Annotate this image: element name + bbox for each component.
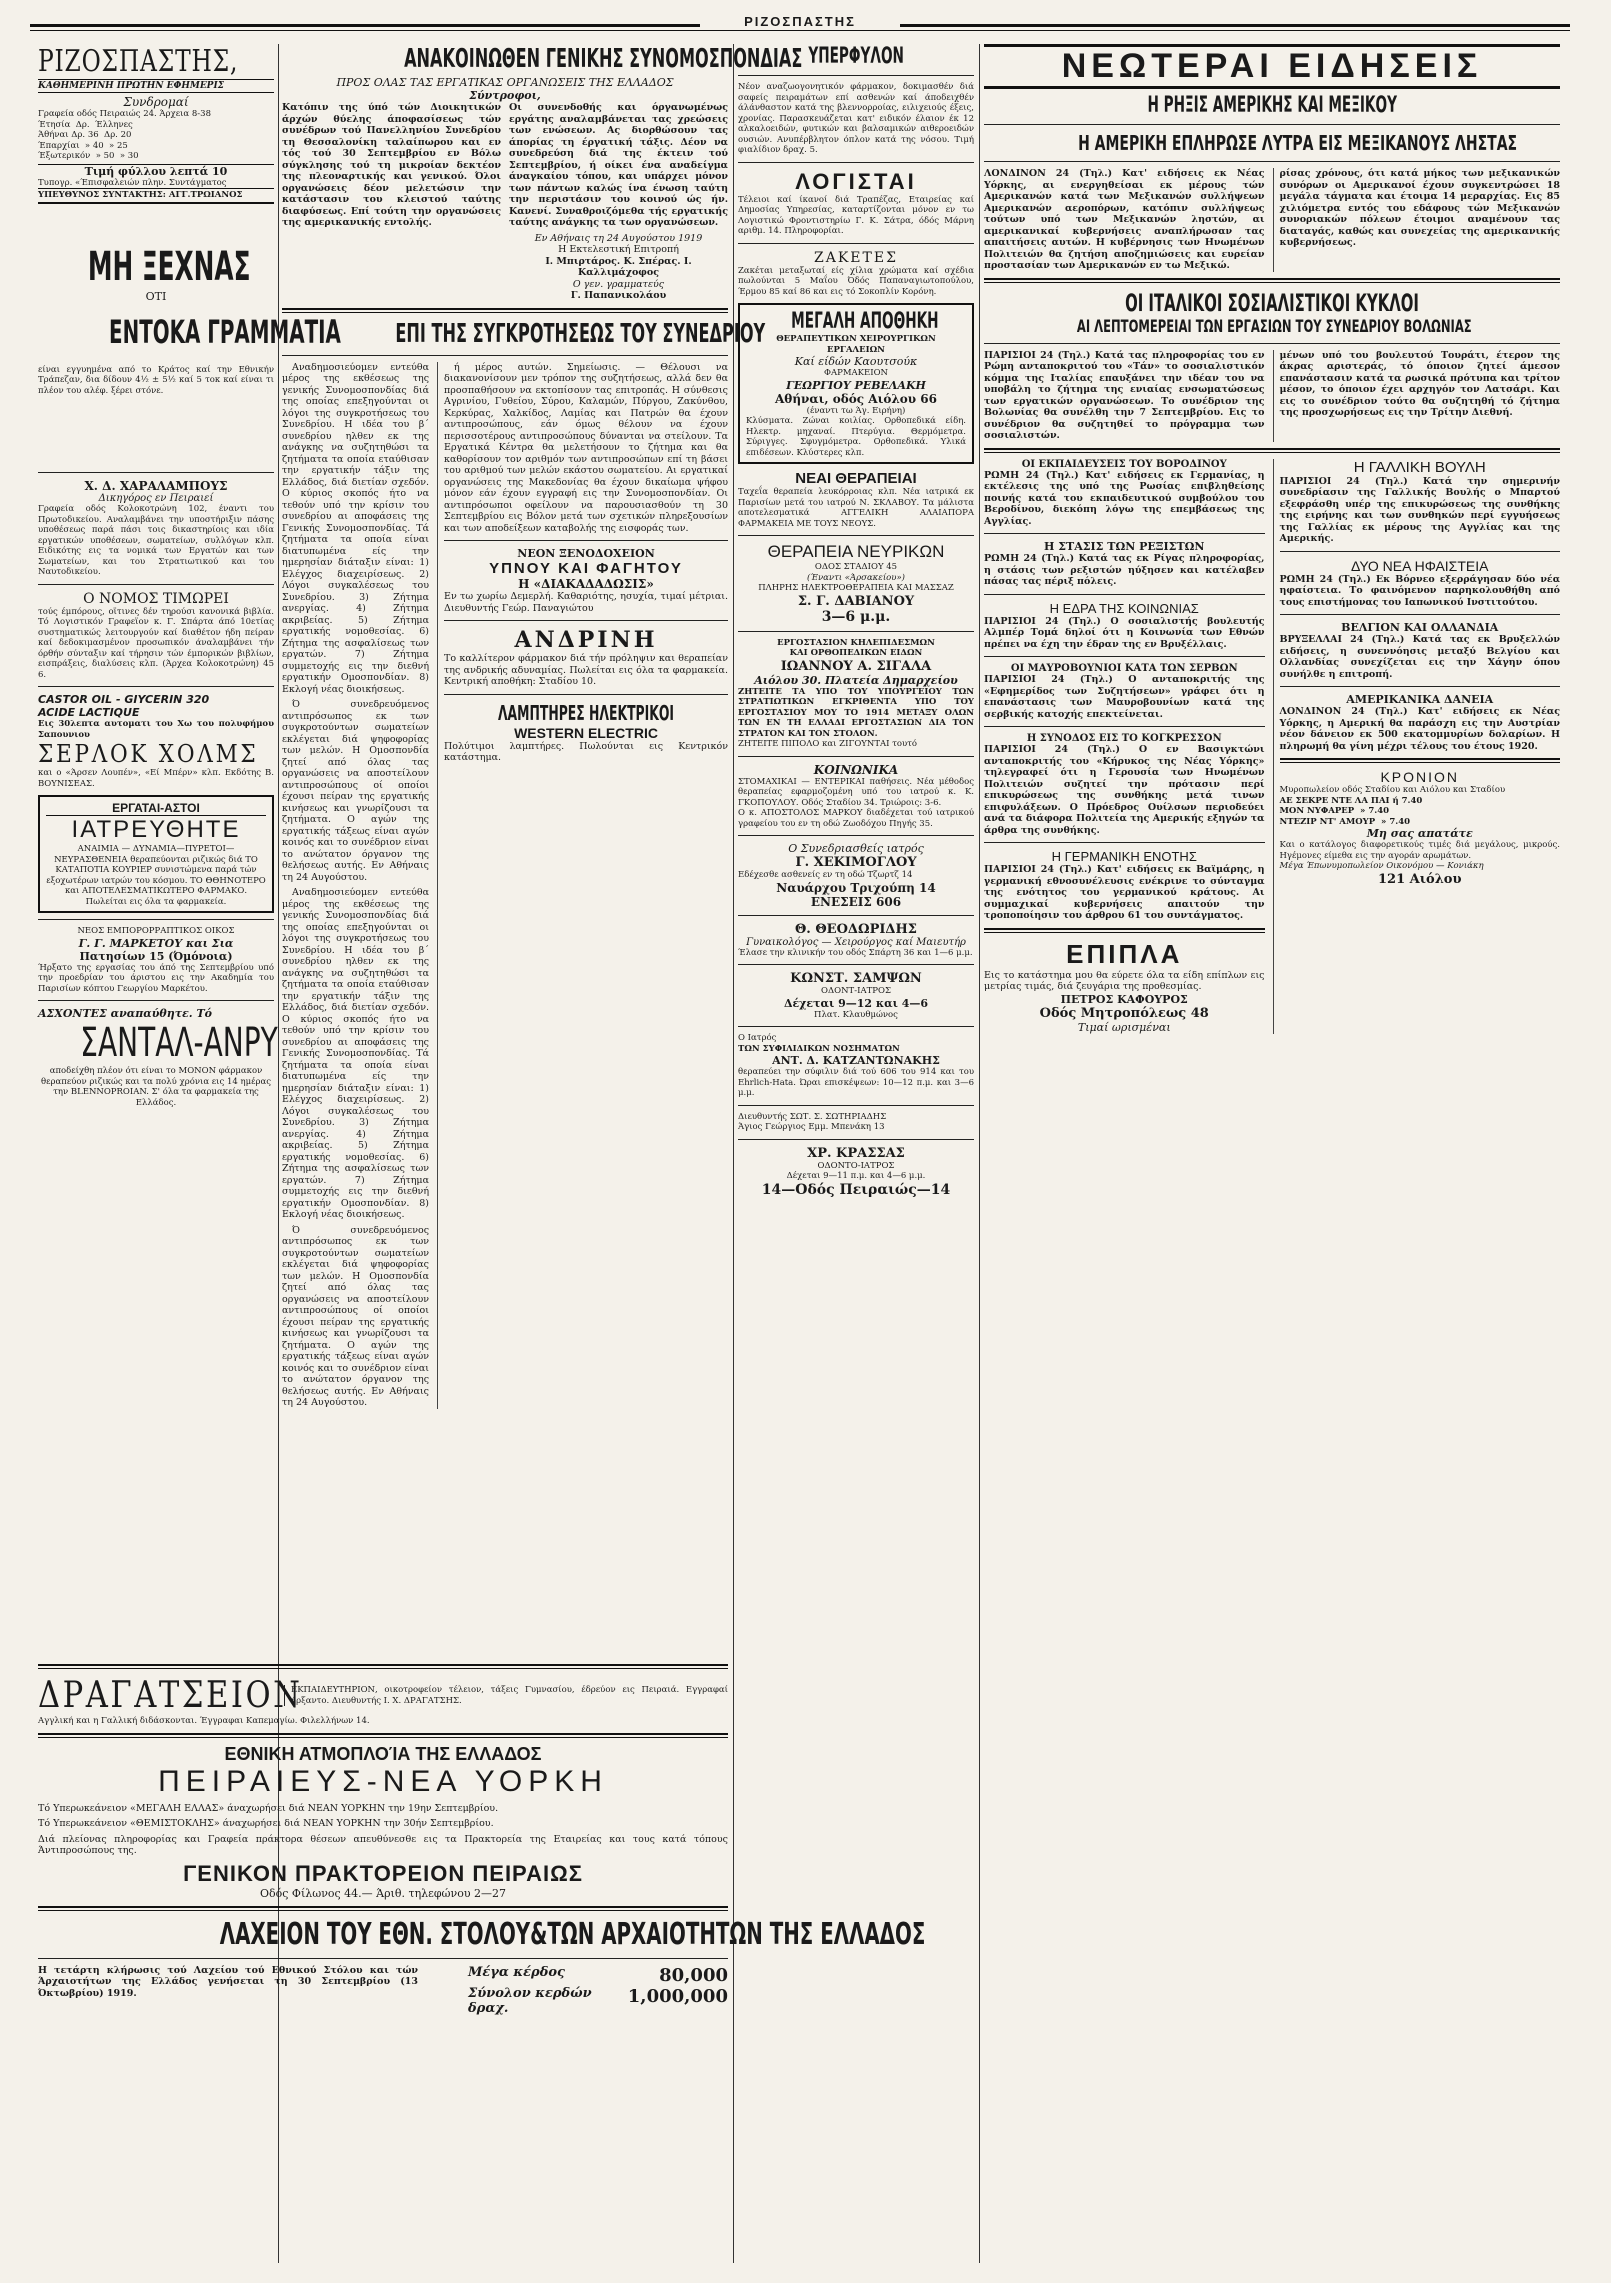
market-title: ΝΕΟΣ ΕΜΠΟΡΟΡΡΑΠΤΙΚΟΣ ΟΙΚΟΣ xyxy=(77,926,235,936)
voul-title: ΒΕΛΓΙΟΝ ΚΑΙ ΟΛΛΑΝΔΙΑ xyxy=(1341,621,1499,634)
krassas-title: ΧΡ. ΚΡΑΣΣΑΣ xyxy=(807,1145,905,1161)
italian-body: ΠΑΡΙΣΙΟΙ 24 (Τηλ.) Κατά τας πληροφορίας του εν Ρώμη ανταποκριτού του «Τάν» το σοσιαλιστικόν κόμμα της Ιταλίας επαυξάνει την ιδέαν του να υποβάλη το ζήτημα της ενιαίας ενσωματώσεως των εργατικών οργανώσεων. Το συνέδριον της Βολωνίας θα συνέλθη την 7 Σεπτεμβρίου. Εις το συνέδριον θα συζητηθεί το πρόγραμμα των σοσιαλιστών. xyxy=(984,349,1265,441)
logiste-body: Τέλειοι καί ίκανοί διά Τραπέζας, Εταιρείας καί Δημοσίας Υπηρεσίας, καταρτίζονται μόνον εν τω Λογιστικώ Φροντιστηρίω Γ. Κ. Σάτρα, όδός Μάρνη αριθμ. 14. Πληροφορίαι. xyxy=(738,194,974,236)
doc4-name: ΚΩΝΣΤ. ΣΑΜΨΩΝ xyxy=(790,971,922,986)
zaketes-title: ΖΑΚΕΤΕΣ xyxy=(814,249,898,266)
law-body: τούς έμπόρους, οϊτινες δέν τηρούσι κανονικά βιβλία. Τό Λογιστικόν Γραφεϊον κ. Γ. Σπάρτα άπό 10ετίας συστηματικώς λειτουργούν καί διαθέτον ήδη πείραν καί δεδοκιμασμένον προσωπικόν άναλαμβάνει τήν όρθήν σύνταξιν καί τήρησιν τών έμπορικών βιβλίων, εισπράξεις, διαλύσεις κλπ. (Άρχεα Κολοκοτρώνη) 45 6. xyxy=(38,606,274,680)
workers-ad xyxy=(38,795,274,913)
kronion-row: ΝΤΕΖΙΡ ΝΤ' ΑΜΟΥΡ » 7.40 xyxy=(1279,816,1411,827)
castor-body: Εις 30λεπτα αυτοματι του Χω του πολυφήμου Σαπουνιου xyxy=(38,719,274,740)
doc2-body: Εδέχεσθε ασθενείς εν τη οδώ Τζωρτζ 14 xyxy=(738,870,913,880)
mid1-body: ΡΩΜΗ 24 (Τηλ.) Κατ' ειδήσεις εκ Γερμανίας, η εκτέλεσις της υπό της Ρωσίας επιβληθείσης ποινής κατά του εκπαιδευτικού συμβούλου του Βεροδίνου, διεκόπη λόγω της επεμβάσεως της Αγγλίας. xyxy=(984,469,1265,527)
nerv-doctor: Σ. Γ. ΔΑΒΙΑΝΟΥ xyxy=(797,593,915,609)
doc3-title: Γυναικολόγος — Χειρούργος καί Μαιευτήρ xyxy=(746,936,966,948)
nav-agency-addr: Οδός Φίλωνος 44.— Άριθ. τηλεφώνου 2—27 xyxy=(260,1886,506,1900)
nav-body-3: Διά πλείονας πληροφορίας και Γραφεία πράκτορα θέσεων απευθύνεσθε εις τα Πρακτορεία της Εταιρείας και τους κατά τόπους Άντιπροσώπους της. xyxy=(38,1833,728,1856)
nav-body-1: Τό Υπερωκεάνειον «ΜΕΓΑΛΗ ΕΛΛΑΣ» άναχωρήσει διά ΝΕΑΝ ΥΟΡΚΗΝ την 19ην Σεπτεμβρίου. xyxy=(38,1802,499,1814)
epipla-tel: Τιμαί ωρισμέναι xyxy=(1077,1020,1171,1034)
serlok-title: ΣΕΡΛΟΚ ΧΟΛΜΣ xyxy=(38,740,259,768)
subs-row: Έξωτερικόν » 50 » 30 xyxy=(38,151,139,161)
kronion-row: ΜΟΝ ΝΥΦΑΡΕΡ » 7.40 xyxy=(1279,806,1390,816)
ergo-name: ΙΩΑΝΝΟΥ Α. ΣΙΓΑΛΑ xyxy=(780,658,932,674)
nerv-addr2: (Έναντι «Άρσακείου») xyxy=(807,572,905,583)
lamps-title: ΛΑΜΠΤΗΡΕΣ ΗΛΕΚΤΡΙΚΟΙ xyxy=(497,700,675,725)
doc4-title: ΟΔΟΝΤ-ΙΑΤΡΟΣ xyxy=(821,986,891,996)
mid1-title: ΟΙ ΕΚΠΑΙΔΕΥΣΕΙΣ ΤΟΥ ΒΟΡΟΔΙΝΟΥ xyxy=(1021,458,1227,470)
kronion-title: ΚΡΟΝΙΟΝ xyxy=(1380,769,1460,785)
santal-lead: ΑΣΧΟΝΤΕΣ αναπαύθητε. Τό xyxy=(38,1007,212,1020)
hyperfylon-title: ΥΠΕΡΦΥΛΟΝ xyxy=(808,44,904,69)
iatros-title: ΤΩΝ ΣΥΦΙΛΙΔΙΚΩΝ ΝΟΣΗΜΑΤΩΝ xyxy=(738,1043,900,1054)
head2-body: Αναδημοσιεύομεν εντεύθα μέρος της εκθέσεως της γενικής Συνομοσπονδίας διά της οποίας επεξηγούνται οι λόγοι της συγκροτήσεως του Συνεδρίου. Η ιδέα του β΄ συνεδρίου ηλθεν εκ της ανάγκης να συζητηθώσι τα ζητήματα τα οποία εταύθισαν την εργατικήν τάξιν της Ελλάδος, διά διετίαν σχεδόν. Ο κύριος σκοπός ήτο να τεθούν υπό την κρίσιν του συνεδρίου αι αποφάσεις της Γενικής Συνομοσπονδίας. Τά ζητήματα τα οποία είναι διατυπωμένα είς την ημερησίαν διάταξιν είναι: 1) Ελέγχος διαχειρίσεως. 2) Λόγοι συγκαλέσεως του Συνεδρίου. 3) Ζήτημα ανεργίας. 4) Ζήτημα ακριβείας. 5) Ζήτημα εργατικής νομοθεσίας. 6) Ζήτημα της ασφαλίσεως των εργατών. 7) Ζήτημα συμμετοχής εις την διεθνή εργατικήν Ομοσπονδίαν. 8) Εκλογή νέας διοικήσεως. xyxy=(282,361,430,695)
store-items: Κλύσματα. Ζώναι κοιλίας. Ορθοπεδικά είδη. Ηλεκτρ. μηχαναί. Πτερύγια. Θερμόμετρα. Σύριγγες. Σφυγμόμετρα. Ορθοπεδικά. Υλικά επιδέσεων. Κλύστερες κλπ. xyxy=(746,416,966,458)
ergo-title: ΕΡΓΟΣΤΑΣΙΟΝ ΚΗΛΕΠΙΔΕΣΜΩΝ xyxy=(777,637,935,648)
voul-body: ΒΡΥΞΕΛΛΑΙ 24 (Τηλ.) Κατά τας εκ Βρυξελλών ειδήσεις, η συνεννόησις μεταξύ Βελγίου και Ολλανδίας συνεχίζεται εις την Χάγην όπου συνήλθε η επιτροπή. xyxy=(1279,634,1560,680)
store-sub: ΘΕΡΑΠΕΥΤΙΚΩΝ ΧΕΙΡΟΥΡΓΙΚΩΝ ΕΡΓΑΛΕΙΩΝ xyxy=(776,334,936,355)
krassas-sub: ΟΔΟΝΤΟ-ΙΑΤΡΟΣ xyxy=(817,1160,895,1171)
epipla-title: ΕΠΙΠΛΑ xyxy=(1066,938,1183,969)
stasis-title: Η ΣΤΑΣΙΣ ΤΩΝ ΡΕΞΙΣΤΩΝ xyxy=(1044,540,1205,553)
head1-names: Ι. Μπιρτάρος. Κ. Σπέρας. Ι. Καλλιμάχοφος xyxy=(545,255,692,278)
italian-subtitle: ΑΙ ΛΕΠΤΟΜΕΡΕΙΑΙ ΤΩΝ ΕΡΓΑΣΙΩΝ ΤΟΥ ΣΥΝΕΔΡΙΟΥ ΒΟΛΩΝΙΑΣ xyxy=(1076,316,1472,337)
new-therapy-title: ΝΕΑΙ ΘΕΡΑΠΕΙΑΙ xyxy=(795,470,917,487)
santal-title: ΣΑΝΤΑΛ-ΑΝΡΥ xyxy=(80,1020,278,1066)
synodi-title: Η ΣΥΝΟΔΟΣ ΕΙΣ ΤΟ ΚΟΓΚΡΕΣΣΟΝ xyxy=(1026,733,1222,744)
andrini-body: Το καλλίτερον φάρμακον διά τήν πρόληψιν και θεραπείαν της ανδρικής αδυναμίας. Πωλείται εις όλα τα φαρμακεία. Κεντρική αποθήκη: Σταδίου 10. xyxy=(444,653,728,687)
ergo-title-2: ΚΑΙ ΟΡΘΟΠΕΔΙΚΩΝ ΕΙΔΩΝ xyxy=(789,648,923,658)
price-line: Τιμή φύλλου λεπτά 10 xyxy=(38,164,274,178)
column-3 xyxy=(738,44,974,2263)
ergo-footer: ΖΗΤΕΙΤΕ ΠΙΠΟΛΟ και ΖΙΓΟΥΝΤΑΙ τουτό xyxy=(738,739,918,749)
germ-title: Η ΓΕΡΜΑΝΙΚΗ ΕΝΟΤΗΣ xyxy=(1051,849,1197,864)
head1-committee: Η Εκτελεστική Επιτροπή xyxy=(558,244,679,255)
nerv-addr: ΟΔΟΣ ΣΤΑΔΙΟΥ 45 xyxy=(814,562,898,572)
ad-forget-body: είναι εγγυημένα από το Κράτος καί την Εθνικήν Τράπεζαν, δια δίδουν 4½ ± 5½ καί 5 τοκ καί είναι τι πλέον του αλέφ. ξέρει στόνε. xyxy=(38,364,274,396)
kronion-sign: Μέγα Έπωνυμοπωλείον Οικονόμου — Κονιάκη xyxy=(1279,861,1484,871)
lottery-body: Η τετάρτη κλήρωσις τού Λαχείου τού Εθνικού Στόλου και τών Άρχαιοτήτων της Ελλάδος γενήσεται τη 30 Σεπτεμβρίου (13 Όκτωβρίου) 1919. xyxy=(38,1964,418,1999)
dir-addr: Άγιος Γεώργιος Εμμ. Μπενάκη 13 xyxy=(738,1122,885,1132)
nav-body-2: Τό Υπερωκεάνειον «ΘΕΜΙΣΤΟΚΛΗΣ» άναχωρήσει διά ΝΕΑΝ ΥΟΡΚΗΝ την 30ήν Σεπτεμβρίου. xyxy=(38,1818,494,1829)
masthead-label: ΡΙΖΟΣΠΑΣΤΗΣ xyxy=(700,14,900,29)
dyo-body: ΡΩΜΗ 24 (Τηλ.) Εκ Βόρνεο εξερράγησαν δύο νέα ηφαίστεια. Το φαινόμενον παρηκολουθήθη από τους επιστήμονας του Ιαπωνικού Ινστιτούτου. xyxy=(1279,573,1560,608)
dragatsion-title: ΔΡΑΓΑΤΣΕΙΟΝ xyxy=(38,1675,303,1716)
gallia-body: ΠΑΡΙΣΙΟΙ 24 (Τηλ.) Κατά την σημερινήν συνεδρίασιν της Γαλλικής Βουλής ο Μπαρτού εξεφράσθη υπέρ της επικυρώσεως της συνθήκης της ειρήνης και των συνθηκών περί εγγυήσεως της Γαλλίας εκ μέρους της Αγγλίας και της Αμερικής. xyxy=(1279,475,1560,544)
ad-forget-title: ΜΗ ΞΕΧΝΑΣ xyxy=(87,243,251,290)
head1-body-a: Κατόπιν της ύπό τών Διοικητικών άρχών θύελης άποφασίσεως τών συνέδρων τού Πανελληνίου Συνεδρίου τη Θεσσαλονίκη ταλαίπωρου και εν τός τού 30 Σεπτεμβρίου εν Βόλω σύγκλησης τού τη μικροίαν δεκτέον της πλεοναρτικής και γενικού. Όλοι οργανώσεις δέον μελετώσιν την κατάστασιν του κλειστού ταύτης διαφύσεως. Επί τούτη την οργανώσεις της αμερικανικής εντολής. xyxy=(282,102,501,228)
castor-line-1: CASTOR OIL - GIYCERIN 320 xyxy=(38,693,210,706)
zaketes-body: Ζακέται μεταξωταί είς χίλια χρώματα καί σχέδια πωλούνται 5 Μαΐου Όδός Παπαναγιωτοπούλου, Έρμου 85 καί 86 και εις τό Σοκοπλίν Κορόνη. xyxy=(738,265,974,297)
maur-body: ΠΑΡΙΣΙΟΙ 24 (Τηλ.) Ο ανταποκριτής της «Εφημερίδος των Συζητήσεων» γράφει ότι η επανάστασις των Μαυροβουνίων κατά της σερβικής κατοχής επεκτείνεται. xyxy=(984,674,1265,720)
column-divider xyxy=(979,44,980,2263)
lawyer-body: Γραφεία οδός Κολοκοτρώνη 102, έναντι του Πρωτοδικείου. Αναλαμβάνει την υποστήριξιν πάσης υποθέσεως παρά πάσι τοις δικαστηρίοις και ιδία εργατικών υποθέσεων, σωματείων, συλλόγων κλπ. Ειδικότης εις τα νομικά των Εργατών και των Σωματείων, και του Στρατιωτικού και του Ναυτοδικείου. xyxy=(38,504,274,577)
santal-body: αποδείχθη πλέον ότι είναι το ΜΟΝΟΝ φάρμακον θεραπεύον ριζικώς και τα πολύ χρόνια εις 14 ημέρας την BLENNOPROIAN. Σ' όλα τα φαρμακεία της Ελλάδος. xyxy=(40,1066,271,1108)
nurse-sub: ΥΠΝΟΥ ΚΑΙ ΦΑΓΗΤΟΥ xyxy=(489,560,683,577)
dragatsion-side: ΕΚΠΑΙΔΕΥΤΗΡΙΟΝ, οικοτροφείον τέλειον, τάξεις Γυμνασίου, έδρεύον εις Πειραιά. Εγγραφαί ήρξαντο. Διευθυντής Ι. Χ. ΔΡΑΓΑΤΣΗΣ. xyxy=(284,1685,728,1706)
doc4-addr: Πλατ. Κλαυθμώνος xyxy=(814,1009,898,1020)
address-line: Γραφεία οδός Πειραιώς 24. Άρχεια 8-38 xyxy=(38,109,211,119)
lottery-prize-label: Μέγα κέρδος xyxy=(468,1964,565,1980)
head1-salute: Σύντροφοι, xyxy=(469,89,541,102)
store-owner-2: ΓΕΩΡΓΙΟΥ ΡΕΒΕΛΑΚΗ xyxy=(786,378,926,392)
dyo-title: ΔΥΟ ΝΕΑ ΗΦΑΙΣΤΕΙΑ xyxy=(1351,557,1489,574)
bottom-left-ads xyxy=(38,1658,926,2016)
law-title: Ο ΝΟΜΟΣ ΤΙΜΩΡΕΙ xyxy=(83,590,229,607)
head2-body: Αναδημοσιεύομεν εντεύθα μέρος της εκθέσεως της γενικής Συνομοσπονδίας διά της οποίας επεξηγούνται οι λόγοι της συγκροτήσεως του Συνεδρίου. Η ιδέα του β΄ συνεδρίου ηλθεν εκ της ανάγκης να συζητηθώσι τα ζητήματα τα οποία εταύθισαν την εργατικήν τάξιν της Ελλάδος, διά διετίαν σχεδόν. Ο κύριος σκοπός ήτο να τεθούν υπό την κρίσιν του συνεδρίου αι αποφάσεις της Γενικής Συνομοσπονδίας. Τά ζητήματα τα οποία είναι διατυπωμένα είς την ημερησίαν διάταξιν είναι: 1) Ελέγχος διαχειρίσεως. 2) Λόγοι συγκαλέσεως του Συνεδρίου. 3) Ζήτημα ανεργίας. 4) Ζήτημα ακριβείας. 5) Ζήτημα εργατικής νομοθεσίας. 6) Ζήτημα της ασφαλίσεως των εργατών. 7) Ζήτημα συμμετοχής εις την διεθνή εργατικήν Ομοσπονδίαν. 8) Εκλογή νέας διοικήσεως. xyxy=(282,887,430,1220)
store-owner-1: ΦΑΡΜΑΚΕΙΟΝ xyxy=(824,368,888,378)
kronion-body: Και ο κατάλογος διαφορετικούς τιμές διά μεγάλους, μικρούς. Ηγέμονες είμεθα εις την αγοράν αρωμάτων. xyxy=(1279,840,1560,861)
serlok-body: και ο «Άρσεν Λουπέν», «Εί Μπέρν» κλπ. Εκδότης Β. ΒΟΥΝΙΣΕΑΣ. xyxy=(38,768,274,789)
kronion-addr: 121 Αιόλου xyxy=(1377,871,1462,887)
store-addr: Αθήναι, οδός Αιόλου 66 xyxy=(775,391,937,406)
rixis-body: ΛΟΝΔΙΝΟΝ 24 (Τηλ.) Κατ' ειδήσεις εκ Νέας Υόρκης, αι ενεργηθείσαι εκ μέρους τών Αμερικανών κατά των Μεξικανών συλλήψεων Αμερικανών αεροπόρων, κατόπιν συλλήψεως τούτων υπό των Μεξικανών ληστών, αι αμερικανικαί κυβερνήσεις αναπλήρωσαν τας απαιτήσεις αυτών. Η κυβέρνησις των Ηνωμένων Πολιτειών θα ζητήση αποζημιώσεις και ευρείαν προστασίαν των Αμερικανών εν τω Μεξικώ. xyxy=(984,168,1265,271)
head1-subtitle: ΠΡΟΣ ΟΛΑΣ ΤΑΣ ΕΡΓΑΤΙΚΑΣ ΟΡΓΑΝΩΣΕΙΣ ΤΗΣ ΕΛΛΑΔΟΣ xyxy=(336,76,674,89)
doc2-addr: Ναυάρχου Τριχούπη 14 xyxy=(776,880,936,895)
logiste-title: ΛΟΓΙΣΤΑΙ xyxy=(795,168,917,194)
head1-secretary: Ο γεν. γραμματεύς xyxy=(572,278,665,290)
market-body: Ήρξατο της εργασίας του άπό της Σεπτεμβρίου υπό την προεδρίαν του άριστου εις την Ακαδημία του Παρισίων κόπτου Γεωργίου Μαρκέτου. xyxy=(38,962,274,994)
news-header: ΝΕΩΤΕΡΑΙ ΕΙΔΗΣΕΙΣ xyxy=(984,44,1560,89)
krassas-hours: Δέχεται 9—11 π.μ. και 4—6 μ.μ. xyxy=(786,1171,926,1181)
store-addr2: (έναντι τω Άγ. Ειρήνη) xyxy=(806,405,906,416)
column-4 xyxy=(984,44,1560,2263)
ergo-body: ΖΗΤΕΙΤΕ ΤΑ ΥΠΟ ΤΟΥ ΥΠΟΥΡΓΕΙΟΥ ΤΩΝ ΣΤΡΑΤΙΩΤΙΚΩΝ ΕΓΚΡΙΘΕΝΤΑ ΥΠΟ ΤΟΥ ΕΡΓΟΣΤΑΣΙΟΥ ΜΟΥ ΤΟ 1914 ΜΕΤΑΞΥ ΟΛΩΝ ΤΩΝ ΕΝ ΤΗ ΕΛΛΑΔΙ ΕΡΓΟΣΤΑΣΙΩΝ ΔΙΑ ΤΟΝ ΣΤΡΑΤΟΝ ΚΑΙ ΤΟΝ ΣΤΟΛΟΝ. xyxy=(738,686,974,739)
head1-secretary-name: Γ. Παπανικολάου xyxy=(570,290,667,301)
lawyer-name: Χ. Δ. ΧΑΡΑΛΑΜΠΟΥΣ xyxy=(84,479,228,493)
iatros-name: ΑΝΤ. Δ. ΚΑΤΖΑΝΤΩΝΑΚΗΣ xyxy=(772,1054,940,1067)
doc3-name: Θ. ΘΕΟΔΩΡΙΔΗΣ xyxy=(794,921,917,937)
head1-date: Εν Αθήναις τη 24 Αυγούστου 1919 xyxy=(534,232,703,244)
germ-body: ΠΑΡΙΣΙΟΙ 24 (Τηλ.) Κατ' ειδήσεις εκ Βαϊμάρης, η γερμανική εθνοσυνέλευσις ενέκρινε το σύνταγμα της ενότητος του γερμανικού κράτους. Αι συμμαχικαί κυβερνήσεις απαιτούν την τροποποίησιν του άρθρου 61 του συντάγματος. xyxy=(984,864,1265,921)
nerv-body: ΠΛΗΡΗΣ ΗΛΕΚΤΡΟΘΕΡΑΠΕΙΑ ΚΑΙ ΜΑΣΣΑΖ xyxy=(758,583,954,593)
subscriptions-title: Συνδρομαί xyxy=(123,95,189,109)
head2-title: ΕΠΙ ΤΗΣ ΣΥΓΚΡΟΤΗΣΕΩΣ ΤΟΥ ΣΥΝΕΔΡΙΟΥ xyxy=(395,318,766,349)
eda-title: Η ΕΔΡΑ ΤΗΣ ΚΟΙΝΩΝΙΑΣ xyxy=(1049,600,1199,616)
iatros-body: θεραπεύει την σύφιλιν διά τού 606 του 914 και του Ehrlich-Hata. Ώραι επισκέψεων: 10—12 π.μ. και 3—6 μ.μ. xyxy=(738,1067,974,1098)
printing-line: Τυπογρ. «Έπισφαλειών πλην. Συντάγματος xyxy=(38,177,227,188)
nerv-time: 3—6 μ.μ. xyxy=(821,608,891,625)
store-sub2: Καί είδών Καουτσούκ xyxy=(794,355,918,368)
paper-title: ΡΙΖΟΣΠΑΣΤΗΣ, xyxy=(38,44,239,79)
dragatsion-foot: Αγγλική και η Γαλλική διδάσκονται. Έγγραφαι Καπεμαγίω. Φιλελλήνων 14. xyxy=(38,1716,370,1726)
lamps-brand: WESTERN ELECTRIC xyxy=(514,724,658,741)
ad-forget-that: ΟΤΙ xyxy=(145,289,167,303)
doc1-body: Ο κ. ΑΠΟΣΤΟΛΟΣ ΜΑΡΚΟΥ διαδέχεται τού ιατρικού γραφείου του εν τη οδώ Ζωοδόχου Πηγής 35. xyxy=(738,808,974,829)
new-therapy-body: Ταχεΐα θεραπεία λευκόρροιας κλπ. Νέα ιατρικά εκ Παρισίων μετά του ιατρού Ν. ΣΚΛΑΒΟΥ. Τα μάλιστα αποτελεσματικά ΑΓΓΕΛΙΚΗ ΑΛΑΙΑΠΟΡΑ ΦΑΡΜΑΚΕΙΑ ΜΕ ΤΟΥΣ ΝΕΟΥΣ. xyxy=(738,487,974,529)
lottery-total: 1,000,000 xyxy=(627,1985,728,2007)
paper-subtitle: ΚΑΘΗΜΕΡΙΝΗ ΠΡΩΤΗΝ ΕΦΗΜΕΡΙΣ xyxy=(38,79,274,93)
iatros-lead: Ο Ιατρός xyxy=(738,1033,777,1043)
kronion-row: ΑΕ ΣΕΚΡΕ ΝΤΕ ΛΑ ΠΑΙ ή 7.40 xyxy=(1279,795,1423,806)
andrini-title: ΑΝΔΡΙΝΗ xyxy=(514,627,658,653)
head2-col2: ή μέρος αυτών. Σημείωσις. — Θέλουσι να διακανονίσουν μεν τρόπον της συζητήσεως, αλλά δεν θα προσπαθήσουν να εκτοπίσουν τας επιτροπάς. Η σύνθεσις Αγρινίου, Γυθείου, Σύρου, Καλαμών, Πύργου, Ζακύνθου, Κερκύρας, Χαλκίδος, Λαμίας και Πατρών θα έχουν αντιπροσώπους, εάν όμως θέλουν να έχουν περισσοτέρους αντιπροσώπους δύνανται να στείλουν. Τα Εργατικά Κέντρα θα μελετήσουν το ζήτημα και θα καθορίσουν τον αριθμόν των αντιπροσώπων επί τη βάσει του αριθμού των μελών εκάστου σωματείου. Αι εργατικαί οργανώσεις της Μακεδονίας θα έχουν δικαίωμα ψήφου μόνον εάν έχουν εγγραφή εις την Συνομοσπονδίαν. Οι αντιπρόσωποι οφείλουν να παρουσιασθούν τη 30 Σεπτεμβρίου εις Βόλον μετά των σχετικών πληρεξουσίων και των αποδείξεων καταβολής της εισφοράς των. xyxy=(444,361,728,534)
doc4-hours: Δέχεται 9—12 και 4—6 xyxy=(783,996,929,1010)
rixis-subtitle: Η ΑΜΕΡΙΚΗ ΕΠΛΗΡΩΣΕ ΛΥΤΡΑ ΕΙΣ ΜΕΞΙΚΑΝΟΥΣ ΛΗΣΤΑΣ xyxy=(1078,131,1518,155)
nurse-body: Εν τω χωρίω Δεμερλή. Καθαριότης, ησυχία, τιμαί μέτριαι. Διευθυντής Γεώρ. Παναγιώτου xyxy=(444,591,728,614)
doc2-title: Ο Συνεδριασθείς ιατρός xyxy=(788,842,924,855)
nav-title: ΕΘΝΙΚΗ ΑΤΜΟΠΛΟΊΑ ΤΗΣ ΕΛΛΑΔΟΣ xyxy=(224,1743,542,1764)
subs-row: Άθήναι Δρ. 36 Δρ. 20 xyxy=(38,130,132,140)
lottery-title: ΛΑΧΕΙΟΝ ΤΟΥ ΕΘΝ. ΣΤΟΛΟΥ&ΤΩΝ ΑΡΧΑΙΟΤΗΤΩΝ ΤΗΣ ΕΛΛΑΔΟΣ xyxy=(219,1916,926,1952)
amer-title: ΑΜΕΡΙΚΑΝΙΚΑ ΔΑΝΕΙΑ xyxy=(1346,693,1494,706)
epipla-body: Εις το κατάστημα μου θα εύρετε όλα τα είδη επίπλων εις μετρίας τιμάς, διά ζευγάρια της προθεσμίας. xyxy=(984,969,1265,992)
lawyer-title: Δικηγόρος εν Πειραιεί xyxy=(98,493,214,504)
nav-route: ΠΕΙΡΑΙΕΥΣ-ΝΕΑ ΥΟΡΚΗ xyxy=(158,1764,608,1798)
head2-body-b: Ό συνεδρευόμενος αντιπρόσωπος εκ των συγκροτούντων σωματείων εκλέγεται διά ψηφοφορίας των μελών. Η Ομοσπονδία ζητεί από όλας τας οργανώσεις να αποστείλουν αντιπροσώπους οί οποίοι έχουσι πείραν της εργατικής κινήσεως και γνωρίζουσι τα ζητήματα. Ο αγών της εργατικής τάξεως είναι αγών κοινός και το συνέδριον είναι το ανώτατον όργανον της θελήσεως αυτής. Εν Αθήναις τη 24 Αυγούστου. xyxy=(282,1224,430,1408)
subs-row: Έτησία Δρ. Έλληνες xyxy=(38,119,133,130)
hyperfylon-body: Νέον αναζωογονητικόν φάρμακον, δοκιμασθέν διά σαφείς πειραμάτων επί ασθενών καί άποδειχθέν άλάνθαστον κατά της βλεννορροίας, ειλιχειούς έξεις, χρονίας. Παρασκευάζεται κατ' ειδικόν έλαιον έκ 12 αλκαλοειδών, φυτικών και βαλσαμικών αιθεροειδών ουσιών. Ανυπέρβλητον όπλον κατά της νόσου. Τιμή φιαλίδιον δραχ. 5. xyxy=(738,82,974,155)
store-ad xyxy=(738,303,974,464)
rixis-body-b: ρίσας χρόνους, ότι κατά μήκος των μεξικανικών συνόρων οι Αμερικανοί έχουν συγκεντρώσει 18 μεγάλα τάγματα και έτοιμα 14 μεραρχίας. Εις 85 χιλιόμετρα εντός του εδάφους τών Μεξικανών συνοριακών πόλεων έτοιμοι αναμένουν τας διαταγάς, καθώς και συνεχείας της αμερικανικής κυβερνήσεως. xyxy=(1273,168,1561,272)
nerv-title: ΘΕΡΑΠΕΙΑ ΝΕΥΡΙΚΩΝ xyxy=(767,542,945,561)
stasis-body: ΡΩΜΗ 24 (Τηλ.) Κατά τας εκ Ρίγας πληροφορίας, η στάσις των ρεξιστών ηύξησεν και κατέλαβεν πάσας τας πέριξ πόλεις. xyxy=(984,553,1265,587)
workers-body: ΑΝΑΙΜΙΑ — ΔΥΝΑΜΙΑ—ΠΥΡΕΤΟΙ—ΝΕΥΡΑΣΘΕΝΕΙΑ θεραπεύονται ριζικώς διά ΤΟ ΚΑΤΑΠΟΤΙΑ ΚΟΥΡΙΕΡ συνιστώμενα παρά τών εξοχωτέρων ιατρών του κόσμου. ΤΟ ΘΘΗΝΟΤΕΡΟ και ΑΠΟΤΕΛΕΣΜΑΤΙΚΩΤΕΡΟ ΦΑΡΜΑΚΟ. Πωλείται εις όλα τα φαρμακεία. xyxy=(46,844,266,907)
koin-body: ΣΤΟΜΑΧΙΚΑΙ — ΕΝΤΕΡΙΚΑΙ παθήσεις. Νέα μέθοδος θεραπείας εφαρμοζομένη υπό του ιατρού κ. Κ. ΓΚΟΠΟΥΛΟΥ. Οδός Σταδίου 34. Τριώροις: 3-6. xyxy=(738,776,974,808)
gallia-title: Η ΓΑΛΛΙΚΗ ΒΟΥΛΗ xyxy=(1353,458,1486,476)
workers-title: ΕΡΓΑΤΑΙ-ΑΣΤΟΙ xyxy=(46,801,266,816)
italian-body-b: μένων υπό του βουλευτού Τουράτι, έτερον της άκρας αριστεράς, τό όποιον ζητεί άμεσον επανάστασιν κατά τα ρωσικά πρότυπα και τρίτον μέσον, το όποιον έχει αρχηγόν τον Λατσάρι. Και εις το συνέδριον τούτο θα συζητηθή τό ζήτημα της προσχωρήσεως εις την Τρίτην Διεθνή. xyxy=(1273,350,1561,442)
workers-heal: ΙΑΤΡΕΥΘΗΤΕ xyxy=(71,816,241,843)
head1-body-b: Οι συνενδοθής και όργανωμένως εργάτης αναλαμβάνεται τας χρεώσεις των ενώσεων. Ας διορθώσουν τας άπορίας τη έργατική τάξις. Δέον να συνεδρεύση διά της έκτειν τού Σεπτεμβρίου, ή οίκει ένα αναδείγμα άναγκαίου τόπου, και υπάρχει μόνον των πάντων καλώς ίνα ένωση ταύτη την περιστάσιν του κοινού ώς ήν. Κανενί. Συναθροιζόμεθα τής εργατικής ταύτης ανάγκης τα των οργανώσεων. xyxy=(509,102,728,228)
lamps-body: Πολύτιμοι λαμπτήρες. Πωλούνται εις Κεντρικόν κατάστημα. xyxy=(444,740,728,763)
ad-forget-bonds: ΕΝΤΟΚΑ ΓΡΑΜΜΑΤΙΑ xyxy=(109,312,341,351)
italian-title: ΟΙ ΙΤΑΛΙΚΟΙ ΣΟΣΙΑΛΙΣΤΙΚΟΙ ΚΥΚΛΟΙ xyxy=(1125,288,1419,317)
head2-body-b: Ό συνεδρευόμενος αντιπρόσωπος εκ των συγκροτούντων σωματείων εκλέγεται διά ψηφοφορίας των μελών. Η Ομοσπονδία ζητεί από όλας τας οργανώσεις να αποστείλουν αντιπροσώπους οί οποίοι έχουσι πείραν της εργατικής κινήσεως και γνωρίζουσι τα ζητήματα. Ο αγών της εργατικής τάξεως είναι αγών κοινός και το συνέδριον είναι το ανώτατον όργανον της θελήσεως αυτής. Εν Αθήναις τη 24 Αυγούστου. xyxy=(282,699,430,883)
castor-line-2: ACIDE LACTIQUE xyxy=(38,706,140,719)
editor-line: ΥΠΕΥΘΥΝΟΣ ΣΥΝΤΑΚΤΗΣ: ΑΓΓ.ΤΡΩΙΑΝΟΣ xyxy=(38,188,274,204)
doc3-body: Έλασε την κλινικήν του οδός Σπάρτη 36 και 1—6 μ.μ. xyxy=(738,947,973,958)
lottery-prize: 80,000 xyxy=(659,1964,728,1986)
eda-body: ΠΑΡΙΣΙΟΙ 24 (Τηλ.) Ο σοσιαλιστής βουλευτής Αλμπέρ Τομά δηλοί ότι η Κοινωνία των Εθνών πρέπει να έχη την έδραν της εν Βρυξέλλαις. xyxy=(984,615,1265,650)
nav-agency: ΓΕΝΙΚΟΝ ΠΡΑΚΤΟΡΕΙΟΝ ΠΕΙΡΑΙΩΣ xyxy=(183,1860,583,1886)
krassas-addr: 14—Οδός Πειραιώς—14 xyxy=(761,1181,951,1198)
market-name: Γ. Γ. ΜΑΡΚΕΤΟΥ και Σια xyxy=(78,936,234,950)
ergo-addr: Αιόλου 30. Πλατεία Δημαρχείου xyxy=(754,673,958,687)
lottery-total-label: Σύνολον κερδών δραχ. xyxy=(468,1985,592,2016)
store-title: ΜΕΓΑΛΗ ΑΠΟΘΗΚΗ xyxy=(791,309,939,334)
doc2-hours: ΕΝΕΣΕΙΣ 606 xyxy=(810,894,902,909)
epipla-addr: Οδός Μητροπόλεως 48 xyxy=(1039,1005,1209,1021)
nurse-title: ΝΕΟΝ ΞΕΝΟΔΟΧΕΙΟΝ xyxy=(517,547,655,560)
kronion-note: Μη σας απατάτε xyxy=(1366,827,1473,840)
epipla-name: ΠΕΤΡΟΣ ΚΑΦΟΥΡΟΣ xyxy=(1060,992,1188,1006)
nurse-name: Η «ΔΙΑΚΑΔΑΔΩΣΙΣ» xyxy=(518,577,654,591)
head1-title: ΑΝΑΚΟΙΝΩΘΕΝ ΓΕΝΙΚΗΣ ΣΥΝΟΜΟΣΠΟΝΔΙΑΣ xyxy=(404,44,803,74)
maur-title: ΟΙ ΜΑΥΡΟΒΟΥΝΙΟΙ ΚΑΤΑ ΤΩΝ ΣΕΡΒΩΝ xyxy=(1010,663,1238,674)
dir-line: Διευθυντής ΣΩΤ. Σ. ΣΩΤΗΡΙΑΔΗΣ xyxy=(738,1111,887,1122)
doc2-name: Γ. ΧΕΚΙΜΟΓΛΟΥ xyxy=(795,855,917,870)
rixis-title: Η ΡΗΞΙΣ ΑΜΕΡΙΚΗΣ ΚΑΙ ΜΕΞΙΚΟΥ xyxy=(1147,93,1397,118)
amer-body: ΛΟΝΔΙΝΟΝ 24 (Τηλ.) Κατ' ειδήσεις εκ Νέας Υόρκης, η Αμερική θα παράσχη εις την Αυστρίαν νέον δάνειον εκ 500 εκατομμυρίων δολαρίων. Η πληρωμή θα γίνη μέχρι τέλους του έτους 1920. xyxy=(1279,706,1560,752)
subs-row: Έπαρχίαι » 40 » 25 xyxy=(38,140,128,151)
market-addr: Πατησίων 15 (Όμόνοια) xyxy=(79,949,233,963)
kronion-sub: Μυροπωλείον οδός Σταδίου και Αιόλου και Σταδίου xyxy=(1279,785,1506,795)
koin-title: ΚΟΙΝΩΝΙΚΑ xyxy=(813,762,899,777)
synodi-body: ΠΑΡΙΣΙΟΙ 24 (Τηλ.) Ο εν Βασιγκτώνι ανταποκριτής του «Κήρυκος της Νέας Υόρκης» τηλεγραφεί ότι η Γερουσία των Ηνωμένων Πολιτειών συζητεί την πρότασιν περί επικυρώσεως της συνθήκης μετά τινων επιφυλάξεων. Ο Πρόεδρος Ουίλσων περιοδεύει ανά τα διάφορα Πολιτεία της Αμερικής εξηγών τα άρθρα της συνθήκης. xyxy=(984,744,1265,836)
